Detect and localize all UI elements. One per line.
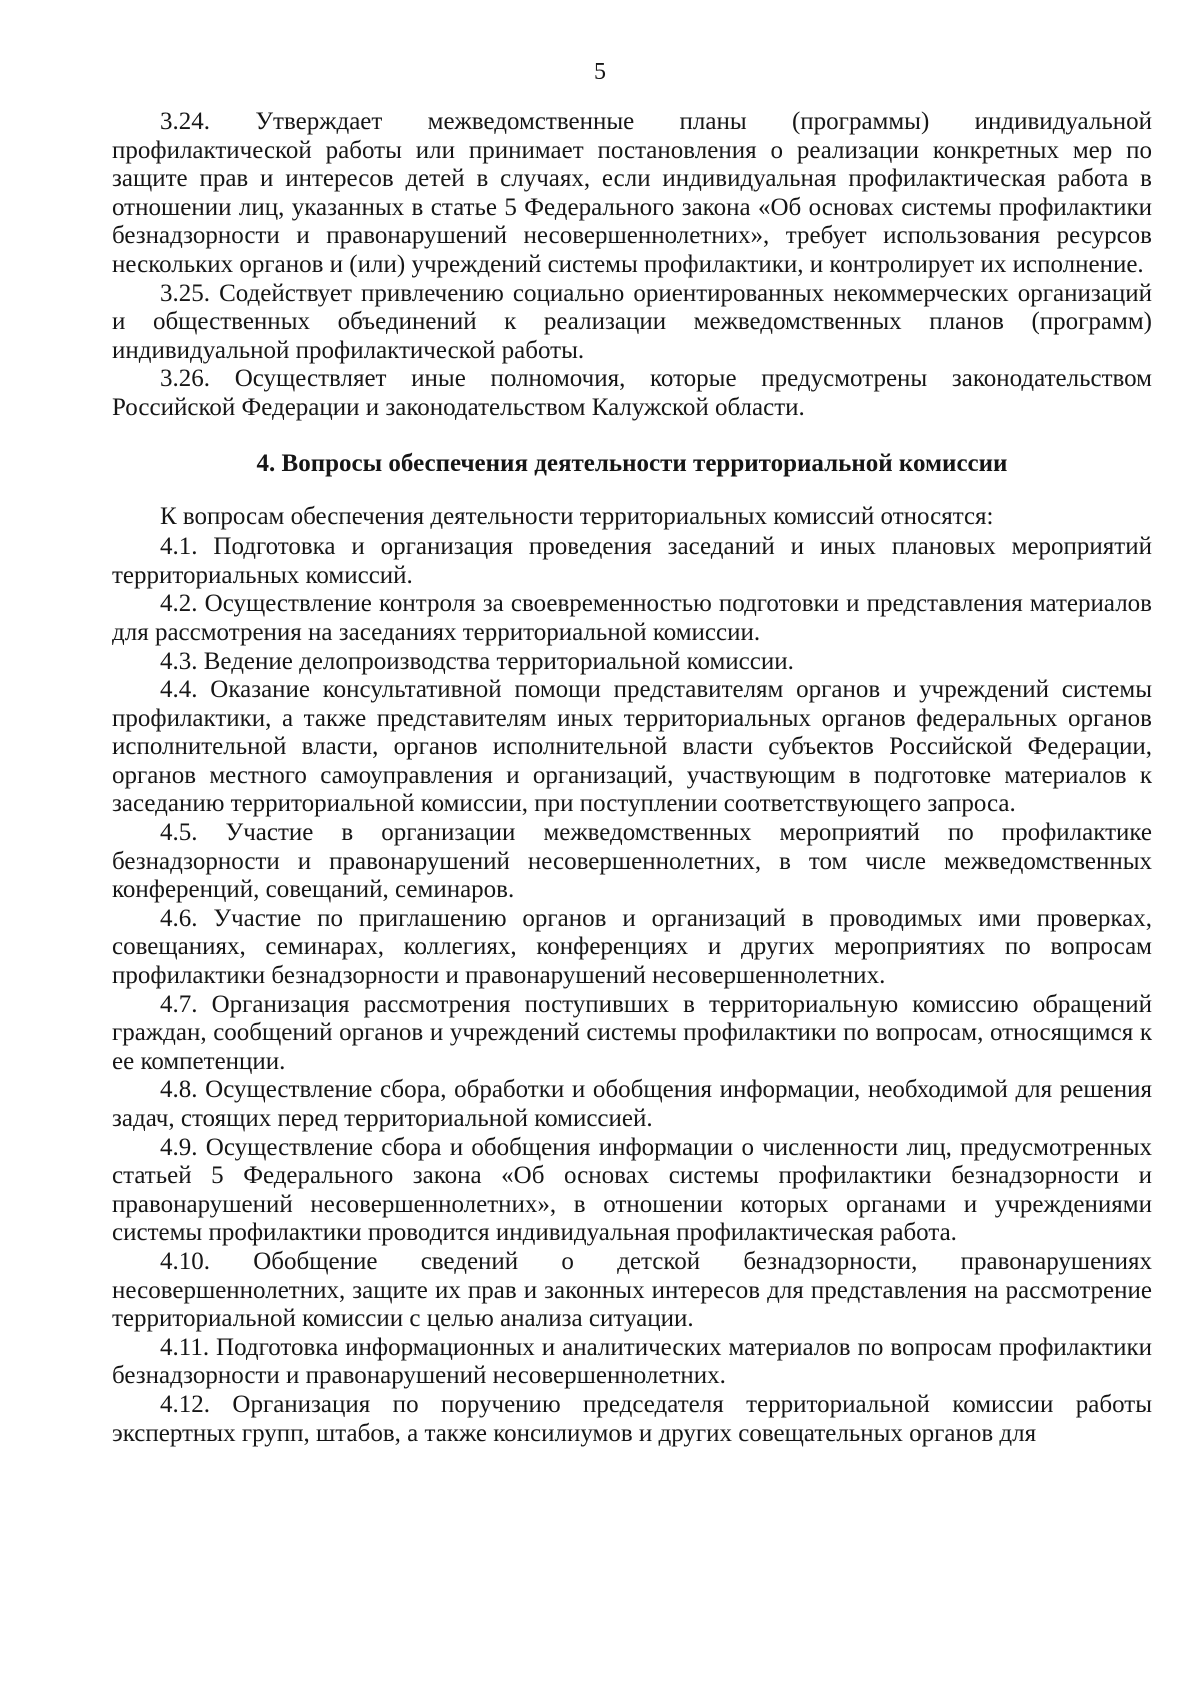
paragraph-4-6: 4.6. Участие по приглашению органов и организаций в проводимых ими проверках, совещаниях, семинарах, коллегиях, конференциях и других мероприятиях по вопросам профилактики безнадзорности и правонарушений несовершеннолетних. — [112, 904, 1152, 990]
page-number: 5 — [594, 59, 606, 85]
paragraph-3-26: 3.26. Осуществляет иные полномочия, которые предусмотрены законодательством Российской Федерации и законодательством Калужской области. — [112, 365, 1152, 421]
paragraph-4-4: 4.4. Оказание консультативной помощи представителям органов и учреждений системы профилактики, а также представителям иных территориальных органов федеральных органов исполнительной власти, органов исполнительной власти субъектов Российской Федерации, органов местного самоуправления и организаций, участвующим в подготовке материалов к заседанию территориальной комиссии, при поступлении соответствующего запроса. — [112, 676, 1152, 818]
paragraph-4-7: 4.7. Организация рассмотрения поступивших в территориальную комиссию обращений граждан, сообщений органов и учреждений системы профилактики по вопросам, относящимся к ее компетенции. — [112, 990, 1152, 1075]
paragraph-4-5: 4.5. Участие в организации межведомственных мероприятий по профилактике безнадзорности и правонарушений несовершеннолетних, в том числе межведомственных конференций, совещаний, семинаров. — [112, 819, 1152, 904]
paragraph-3-25: 3.25. Содействует привлечению социально ориентированных некоммерческих организаций и общественных объединений к реализации межведомственных планов (программ) индивидуальной профилактической работы. — [112, 279, 1152, 364]
section-4-heading: 4. Вопросы обеспечения деятельности территориальной комиссии — [256, 449, 1008, 477]
paragraph-4-1: 4.1. Подготовка и организация проведения заседаний и иных плановых мероприятий территориальных комиссий. — [112, 533, 1152, 589]
paragraph-4-11: 4.11. Подготовка информационных и аналитических материалов по вопросам профилактики безнадзорности и правонарушений несовершеннолетних. — [112, 1333, 1152, 1390]
paragraph-4-9: 4.9. Осуществление сбора и обобщения информации о численности лиц, предусмотренных статьей 5 Федерального закона «Об основах системы профилактики безнадзорности и правонарушений несовершеннолетних», в отношении которых органами и учреждениями системы профилактики проводится индивидуальная профилактическая работа. — [112, 1133, 1152, 1247]
document-body — [112, 108, 1152, 1448]
section-4-intro: К вопросам обеспечения деятельности территориальных комиссий относятся: — [160, 502, 994, 530]
paragraph-4-12: 4.12. Организация по поручению председателя территориальной комиссии работы экспертных групп, штабов, а также консилиумов и других совещательных органов для — [112, 1390, 1152, 1447]
paragraph-4-2: 4.2. Осуществление контроля за своевременностью подготовки и представления материалов для рассмотрения на заседаниях территориальной комиссии. — [112, 590, 1152, 646]
paragraph-4-10: 4.10. Обобщение сведений о детской безнадзорности, правонарушениях несовершеннолетних, защите их прав и законных интересов для представления на рассмотрение территориальной комиссии с целью анализа ситуации. — [112, 1247, 1152, 1333]
paragraph-3-24: 3.24. Утверждает межведомственные планы (программы) индивидуальной профилактической работы или принимает постановления о реализации конкретных мер по защите прав и интересов детей в случаях, если индивидуальная профилактическая работа в отношении лиц, указанных в статье 5 Федерального закона «Об основах системы профилактики безнадзорности и правонарушений несовершеннолетних», требует использования ресурсов нескольких органов и (или) учреждений системы профилактики, и контролирует их исполнение. — [112, 108, 1152, 278]
paragraph-4-8: 4.8. Осуществление сбора, обработки и обобщения информации, необходимой для решения задач, стоящих перед территориальной комиссией. — [112, 1076, 1152, 1132]
paragraph-4-3: 4.3. Ведение делопроизводства территориальной комиссии. — [160, 647, 794, 675]
